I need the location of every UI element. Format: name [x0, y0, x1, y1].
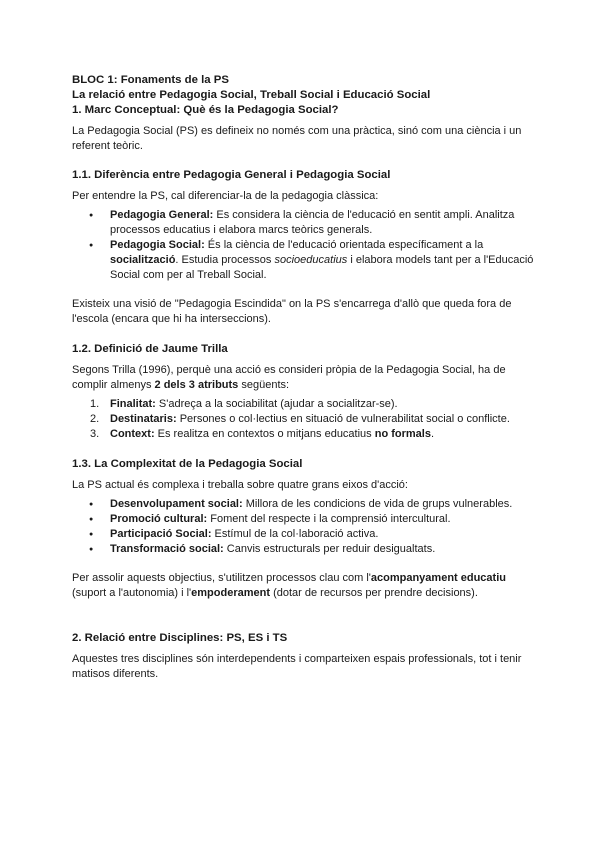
definition: i elabora models tant per a l'Educació Social com per al Treball Social. [110, 254, 534, 281]
definition: . Estudia processos [175, 254, 275, 266]
section-1-2-intro: Segons Trilla (1996), perquè una acció es consideri pròpia de la Pedagogia Social, ha de complir almenys 2 dels 3 atributs següents: [72, 364, 506, 391]
intro-paragraph: La Pedagogia Social (PS) es defineix no només com una pràctica, sinó com una ciència i un referent teòric. [72, 125, 522, 152]
list-item [72, 208, 540, 238]
list-item: 2. Destinataris: Persones o col·lectius en situació de vulnerabilitat social o conflicte. [90, 413, 510, 425]
axes-list [72, 497, 540, 557]
list-item: 1. Finalitat: S'adreça a la sociabilitat (ajudar a socialitzar-se). [90, 398, 398, 410]
term: Pedagogia Social: [110, 239, 205, 251]
emphasis: socioeducatius [274, 254, 348, 266]
section-1-1-list [72, 208, 540, 283]
section-1-1-title: 1.1. Diferència entre Pedagogia General i Pedagogia Social [72, 169, 391, 181]
section-1-title: 1. Marc Conceptual: Què és la Pedagogia Social? [72, 104, 339, 116]
list-item: ● Participació Social: Estímul de la col·laboració activa. [72, 527, 540, 542]
section-2-title: 2. Relació entre Disciplines: PS, ES i TS [72, 632, 288, 644]
list-item [72, 238, 540, 283]
section-1-1-intro: Per entendre la PS, cal diferenciar-la de la pedagogia clàssica: [72, 190, 379, 202]
attributes-list [72, 397, 540, 442]
section-1-1-outro: Existeix una visió de "Pedagogia Escindida" on la PS s'encarrega d'allò que queda fora de l'escola (encara que hi ha interseccions). [72, 298, 512, 325]
bloc-title: BLOC 1: Fonaments de la PS [72, 74, 229, 86]
document-subtitle: La relació entre Pedagogia Social, Treball Social i Educació Social [72, 89, 431, 101]
section-1-3-title: 1.3. La Complexitat de la Pedagogia Social [72, 458, 303, 470]
section-1-3-outro: Per assolir aquests objectius, s'utilitzen processos clau com l'acompanyament educatiu (suport a l'autonomia) i l'empoderament (dotar de recursos per prendre decisions). [72, 572, 506, 599]
emphasis: socialització [110, 254, 176, 266]
list-item: 3. Context: Es realitza en contextos o mitjans educatius no formals. [90, 428, 435, 440]
term: Pedagogia General: [110, 209, 214, 221]
list-item: ● Transformació social: Canvis estructurals per reduir desigualtats. [72, 542, 540, 557]
section-2-text: Aquestes tres disciplines són interdependents i comparteixen espais professionals, tot i tenir matisos diferents. [72, 653, 522, 680]
section-1-3-intro: La PS actual és complexa i treballa sobre quatre grans eixos d'acció: [72, 479, 408, 491]
section-1-2-title: 1.2. Definició de Jaume Trilla [72, 343, 228, 355]
list-item: ● Promoció cultural: Foment del respecte i la comprensió intercultural. [72, 512, 540, 527]
definition: Es considera la ciència de l'educació en sentit ampli. Analitza processos educatius i elabora marcs teòrics generals. [110, 209, 515, 236]
list-item: ● Desenvolupament social: Millora de les condicions de vida de grups vulnerables. [72, 497, 540, 512]
definition: És la ciència de l'educació orientada específicament a la [204, 239, 484, 251]
